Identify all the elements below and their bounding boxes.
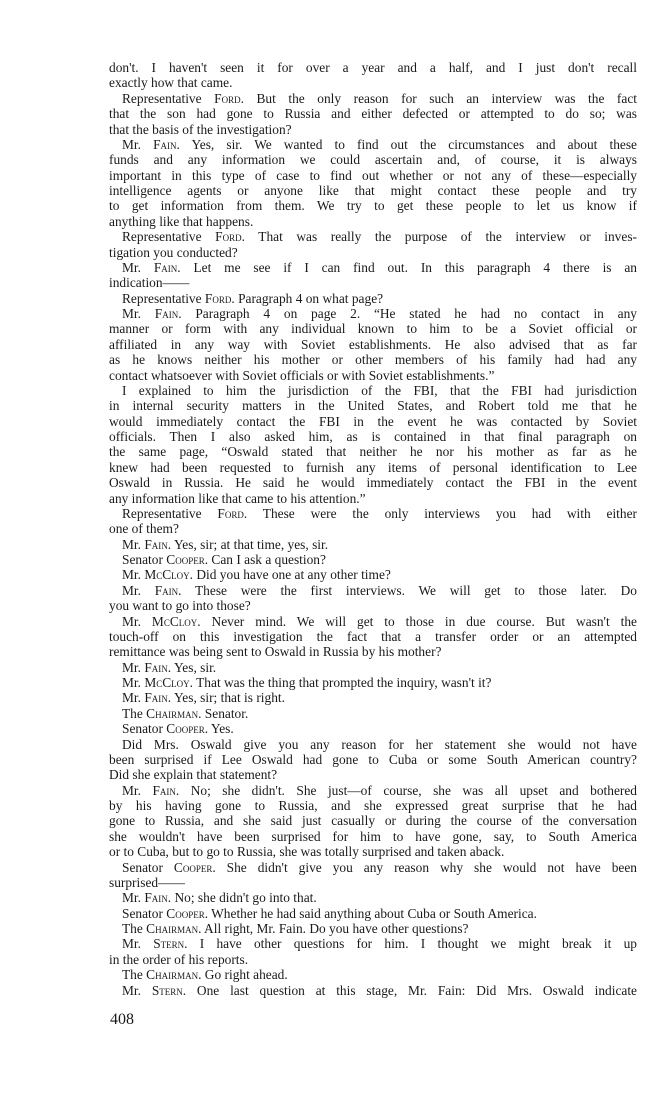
line-text: important in this type of case to find out whether or not any of these—especially [109,167,637,183]
line-text: touch-off on this investigation the fact that a transfer order or an attempted [109,628,637,644]
text-line [109,122,637,137]
speaker-title: Representative [122,505,218,521]
line-text: Yes, sir; that is right. [171,690,285,706]
text-line [109,60,637,75]
text-line [109,337,637,352]
speaker-title: Senator [122,859,174,875]
speaker-name: Cooper. [166,552,209,567]
text-line [109,675,637,690]
text-line [109,875,637,890]
text-line [109,352,637,367]
line-text: I have other questions for him. I thought we might break it up [187,936,637,952]
text-line [109,829,637,844]
line-text: These were the first interviews. We will get to those later. Do [181,582,638,598]
line-text: contact whatsoever with Soviet officials or with Soviet establishments.” [109,367,495,383]
text-line [109,306,637,321]
text-line [109,521,637,536]
speaker-name: Fain. [144,890,172,906]
line-text: that the basis of the investigation? [109,121,292,137]
text-line [109,906,637,921]
text-line [109,260,637,275]
speaker-name: Ford. [215,229,245,245]
text-line [109,583,637,598]
line-text: would immediately contact the FBI in the event he was contacted by Soviet [109,413,637,429]
line-text: Did she explain that statement? [109,767,278,783]
speaker-title: Mr. [122,136,154,152]
line-text: Yes, sir. We wanted to find out the circumstances and about these [179,136,637,152]
text-line [109,721,637,736]
line-text: she wouldn't have been surprised for him to have gone, say, to South America [109,828,637,844]
line-text: knew had been requested to furnish any items of personal identification to Lee [109,459,637,475]
text-line [109,460,637,475]
text-line [109,629,637,644]
line-text: anything like that happens. [109,213,254,229]
text-line [109,198,637,213]
text-line [109,598,637,613]
text-line [109,706,637,721]
text-line [109,475,637,490]
speaker-name: Fain. [154,582,182,598]
line-text: affiliated in any way with Soviet establishments. He also advised that as far [109,336,637,352]
speaker-name: Fain. [144,690,172,706]
line-text: No; she didn't go into that. [171,890,317,906]
text-line [109,275,637,290]
text-line [109,183,637,198]
text-line [109,983,637,998]
speaker-name: Fain. [153,259,181,275]
speaker-title: The [122,921,147,936]
line-text: Senator. [201,705,249,721]
line-text: Did you have one at any other time? [193,567,391,583]
text-line [109,567,637,582]
line-text: exactly how that came. [109,75,233,91]
speaker-name: Cooper. [166,721,209,737]
line-text: All right, Mr. Fain. Do you have other questions? [201,921,469,936]
line-text: been surprised if Lee Oswald had gone to Cuba or some South American country? [109,751,637,767]
speaker-name: Fain. [144,536,172,552]
text-line [109,414,637,429]
speaker-title: Mr. [122,890,145,906]
speaker-name: Ford. [217,505,248,521]
line-text: intelligence agents or anyone like that might contact these people and try [109,183,637,198]
line-text: tigation you conducted? [109,244,238,260]
text-line [109,491,637,506]
text-line [109,291,637,306]
speaker-name: Stern. [153,936,188,952]
line-text: I explained to him the jurisdiction of the FBI, that the FBI had jurisdiction [122,382,637,398]
speaker-title: Representative [122,290,205,306]
speaker-title: Senator [122,905,167,921]
speaker-name: McCloy. [144,567,194,583]
speaker-title: Representative [122,229,216,245]
line-text: funds and any information we could ascertain and, of course, it is always [109,152,637,168]
speaker-title: The [122,705,147,721]
line-text: any information like that came to his attention.” [109,490,366,506]
line-text: Can I ask a question? [208,552,326,567]
line-text: surprised—— [109,874,185,890]
line-text: That was the thing that prompted the inquiry, wasn't it? [193,675,492,690]
line-text: That was really the purpose of the interview or inves- [244,229,637,245]
text-line [109,444,637,459]
text-line [109,168,637,183]
line-text: in the order of his reports. [109,951,249,967]
text-line [109,368,637,383]
text-line [109,383,637,398]
text-line [109,844,637,859]
text-line [109,644,637,659]
text-line [109,552,637,567]
speaker-title: Mr. [122,582,155,598]
line-text: to get information from them. We try to get these people to let us know if [109,198,637,214]
text-line [109,798,637,813]
text-line [109,752,637,767]
line-text: Go right ahead. [201,967,288,983]
text-line [109,921,637,936]
text-line [109,767,637,782]
speaker-title: Mr. [122,690,145,706]
line-text: But the only reason for such an interview was the fact [243,90,637,106]
speaker-name: Stern. [151,982,187,998]
text-line [109,229,637,244]
text-line [109,967,637,982]
text-line [109,506,637,521]
line-text: Let me see if I can find out. In this paragraph 4 there is an [180,259,637,275]
speaker-title: Representative [122,90,215,106]
speaker-name: McCloy. [144,675,194,690]
line-text: Paragraph 4 on what page? [234,290,384,306]
line-text: the same page, “Oswald stated that neither he nor his mother as far as he [109,444,637,460]
line-text: Whether he had said anything about Cuba or South America. [208,905,537,921]
text-line [109,137,637,152]
text-line [109,75,637,90]
line-text: Never mind. We will get to those in due course. But wasn't the [200,613,637,629]
speaker-title: Mr. [122,936,154,952]
line-text: officials. Then I also asked him, as is contained in that final paragraph on [109,429,637,444]
line-text: Oswald in Russia. He said he would immediately contact the FBI in the event [109,475,637,491]
speaker-name: Chairman. [146,967,202,983]
line-text: Did Mrs. Oswald give you any reason for her statement she would not have [122,736,637,752]
speaker-title: Mr. [122,782,153,798]
speaker-title: Mr. [122,259,154,275]
text-line [109,321,637,336]
text-line [109,91,637,106]
text-line [109,660,637,675]
text-line [109,813,637,828]
line-text: in internal security matters in the United States, and Robert told me that he [109,398,637,414]
text-line [109,737,637,752]
line-text: as he knows neither his mother or other members of his family had had any [109,352,637,368]
speaker-name: Chairman. [146,921,202,936]
speaker-title: Mr. [122,567,145,583]
line-text: indication—— [109,275,190,291]
line-text: Yes. [208,721,234,737]
speaker-title: Senator [122,721,167,737]
line-text: Yes, sir. [171,659,217,675]
text-line [109,429,637,444]
speaker-title: Senator [122,552,167,567]
speaker-title: Mr. [122,613,152,629]
line-text: No; she didn't. She just—of course, she was all upset and bothered [179,782,637,798]
line-text: Paragraph 4 on page 2. “He stated he had no contact in any [181,306,637,321]
line-text: by his having gone to Russia, and she expressed great surprise that he had [109,798,637,813]
speaker-title: Mr. [122,659,145,675]
speaker-title: Mr. [122,306,155,321]
speaker-name: Fain. [154,306,182,321]
line-text: you want to go into those? [109,598,251,614]
speaker-title: Mr. [122,675,145,690]
text-line [109,690,637,705]
speaker-title: Mr. [122,536,145,552]
text-line [109,936,637,951]
speaker-title: The [122,967,147,983]
text-line [109,106,637,121]
line-text: One last question at this stage, Mr. Fain: Did Mrs. Oswald indicate [186,982,637,998]
line-text: These were the only interviews you had with either [247,505,637,521]
page-number: 408 [110,1011,134,1028]
speaker-name: Ford. [214,90,244,106]
speaker-name: McCloy. [151,613,201,629]
line-text: She didn't give you any reason why she would not have been [215,859,637,875]
text-line [109,537,637,552]
speaker-name: Chairman. [146,705,202,721]
speaker-name: Cooper. [173,859,216,875]
line-text: that the son had gone to Russia and either defected or attempted to do so; was [109,106,637,122]
text-line [109,214,637,229]
line-text: gone to Russia, and she said just casually or during the course of the conversation [109,813,637,829]
text-line [109,952,637,967]
text-line [109,860,637,875]
text-line [109,245,637,260]
speaker-name: Ford. [204,290,235,306]
line-text: manner or form with any individual known to him to be a Soviet official or [109,321,637,337]
line-text: one of them? [109,521,179,537]
text-line [109,783,637,798]
line-text: Yes, sir; at that time, yes, sir. [171,536,329,552]
line-text: don't. I haven't seen it for over a year and a half, and I just don't recall [109,60,637,75]
line-text: or to Cuba, but to go to Russia, she was totally surprised and taken aback. [109,844,505,860]
speaker-name: Cooper. [166,905,209,921]
text-line [109,890,637,905]
speaker-name: Fain. [144,659,172,675]
line-text: remittance was being sent to Oswald in Russia by his mother? [109,644,442,660]
speaker-title: Mr. [122,982,152,998]
speaker-name: Fain. [152,782,180,798]
speaker-name: Fain. [153,136,180,152]
text-line [109,398,637,413]
text-line [109,152,637,167]
text-line [109,614,637,629]
document-body [109,60,637,998]
